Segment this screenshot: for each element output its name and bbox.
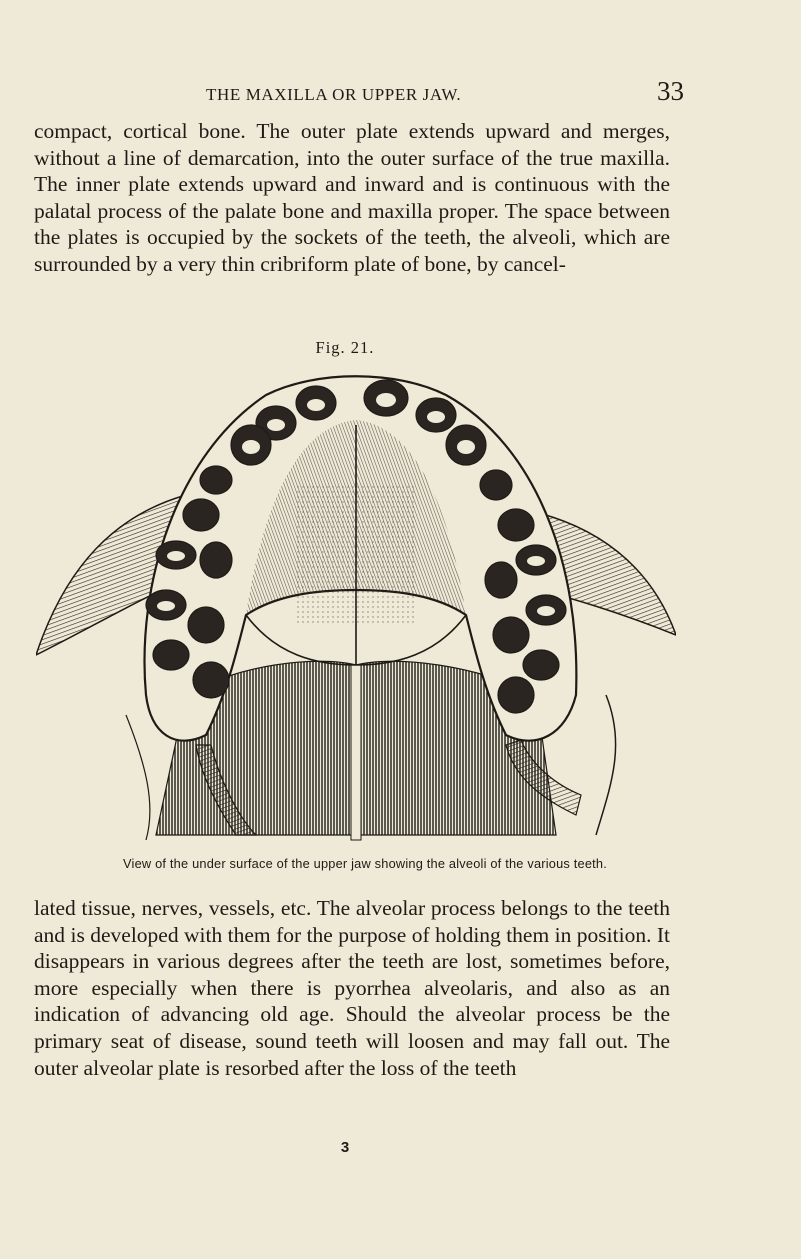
body-paragraph-2: lated tissue, nerves, vessels, etc. The alveolar process belongs to the teeth and is developed with them for the purpose of holding them in position. It disappears in various degrees after the teeth are lost, sometimes before, more especially when there is pyorrhea alveolaris, and also as an indication of advancing old age. Should the alveolar process be the primary seat of disease, sound teeth will loosen and may fall out. The outer alveolar plate is resorbed after the loss of the teeth [34, 896, 670, 1080]
running-head [34, 76, 684, 107]
figure-caption: View of the under surface of the upper jaw showing the alveoli of the various teeth. [123, 856, 607, 871]
running-title: THE MAXILLA OR UPPER JAW. [206, 85, 462, 104]
figure-label: Fig. 21. [315, 338, 375, 357]
body-paragraph-1: compact, cortical bone. The outer plate extends upward and merges, without a line of demarcation, into the outer surface of the true maxilla. The inner plate extends upward and inward and is continuous with the palatal process of the palate bone and maxilla proper. The space between the plates is occupied by the sockets of the teeth, the alveoli, which are surrounded by a very thin cribriform plate of bone, by cancel- [34, 119, 670, 276]
page-number: 33 [657, 76, 684, 106]
folio-mark: 3 [340, 1139, 350, 1156]
upper-jaw-illustration [36, 365, 676, 850]
